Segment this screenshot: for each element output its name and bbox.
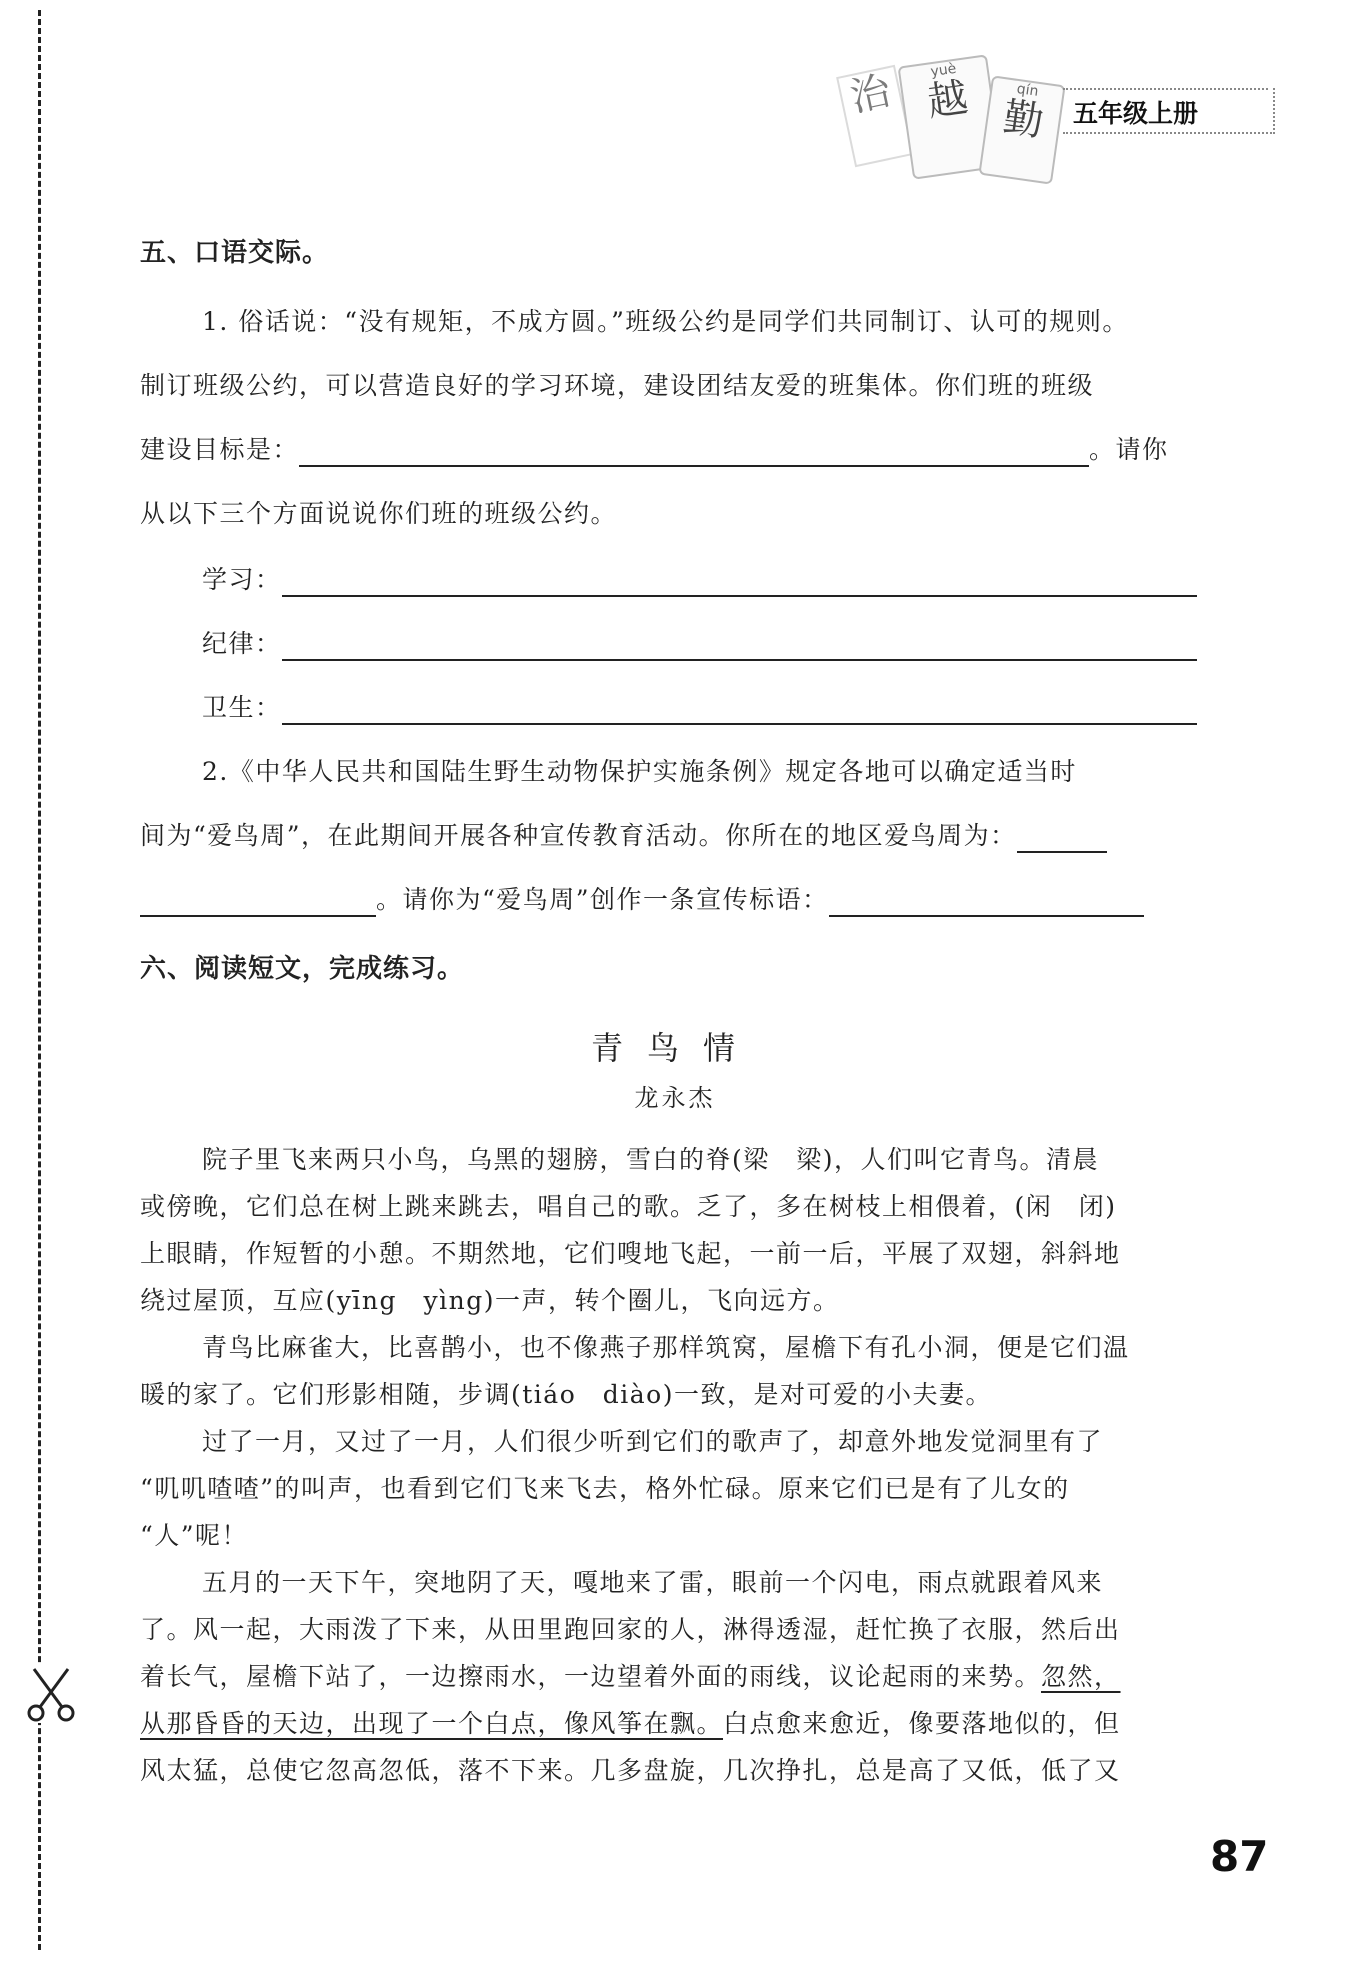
q1-line1: 1. 俗话说：“没有规矩，不成方圆。”班级公约是同学们共同制订、认可的规则。 — [202, 307, 1129, 336]
bird-week-date-blank-a[interactable] — [1017, 825, 1107, 853]
q2-line2-text: 间为“爱鸟周”，在此期间开展各种宣传教育活动。你所在的地区爱鸟周为： — [140, 821, 1017, 850]
page-number: 87 — [1210, 1832, 1269, 1881]
seal-left-char: 治 — [846, 67, 895, 122]
seal-right — [978, 75, 1065, 184]
discipline-label: 纪律： — [202, 629, 282, 658]
scissors-icon — [22, 1665, 80, 1723]
study-blank[interactable] — [282, 569, 1197, 597]
q2-line2 — [140, 819, 1107, 853]
passage-line — [140, 1660, 1121, 1694]
passage-line: 青鸟比麻雀大，比喜鹊小，也不像燕子那样筑窝，屋檐下有孔小洞，便是它们温 — [202, 1333, 1130, 1362]
article-title: 青鸟情 — [590, 1029, 759, 1067]
study-label: 学习： — [202, 565, 282, 594]
passage-line — [140, 1707, 1121, 1741]
section6-heading: 六、阅读短文，完成练习。 — [140, 954, 465, 984]
passage-line: “人”呢！ — [140, 1521, 249, 1550]
passage-line: “叽叽喳喳”的叫声，也看到它们飞来飞去，格外忙碌。原来它们已是有了儿女的 — [140, 1474, 1070, 1503]
q1-line3 — [140, 433, 1169, 467]
grade-label: 五年级上册 — [1063, 96, 1275, 134]
slogan-blank[interactable] — [829, 889, 1144, 917]
study-row — [202, 563, 1197, 597]
q2-line3 — [140, 883, 1144, 917]
passage-line: 了。风一起，大雨泼了下来，从田里跑回家的人，淋得透湿，赶忙换了衣服，然后出 — [140, 1615, 1121, 1644]
seal-mid-char: 越 — [924, 74, 971, 126]
header-badge — [845, 52, 1265, 172]
passage-line-text: 着长气，屋檐下站了，一边擦雨水，一边望着外面的雨线，议论起雨的来势。 — [140, 1662, 1042, 1691]
class-goal-blank[interactable] — [299, 439, 1089, 467]
hygiene-blank[interactable] — [282, 697, 1197, 725]
passage-line: 或傍晚，它们总在树上跳来跳去，唱自己的歌。乏了，多在树枝上相偎着，(闲 闭) — [140, 1192, 1117, 1221]
passage-line: 过了一月，又过了一月，人们很少听到它们的歌声了，却意外地发觉洞里有了 — [202, 1427, 1104, 1456]
underlined-sentence-end: 从那昏昏的天边，出现了一个白点，像风筝在飘。 — [140, 1709, 724, 1738]
passage-line: 绕过屋顶，互应(yīng yìng)一声，转个圈儿，飞向远方。 — [140, 1286, 840, 1315]
seal-mid-pinyin: yuè — [929, 60, 958, 81]
passage-line: 暖的家了。它们形影相随，步调(tiáo diào)一致，是对可爱的小夫妻。 — [140, 1380, 992, 1409]
passage-line: 风太猛，总使它忽高忽低，落不下来。几多盘旋，几次挣扎，总是高了又低，低了又 — [140, 1756, 1121, 1785]
hygiene-label: 卫生： — [202, 693, 282, 722]
q2-line1: 2.《中华人民共和国陆生野生动物保护实施条例》规定各地可以确定适当时 — [202, 757, 1077, 786]
seal-right-char: 勤 — [1000, 94, 1047, 146]
seal-right-pinyin: qín — [1015, 80, 1040, 100]
passage-line: 上眼睛，作短暂的小憩。不期然地，它们嗖地飞起，一前一后，平展了双翅，斜斜地 — [140, 1239, 1121, 1268]
hygiene-row — [202, 691, 1197, 725]
section5-heading: 五、口语交际。 — [140, 238, 330, 268]
bird-week-date-blank-b[interactable] — [140, 889, 376, 917]
q1-line2: 制订班级公约，可以营造良好的学习环境，建设团结友爱的班集体。你们班的班级 — [140, 371, 1095, 400]
passage-line: 五月的一天下午，突地阴了天，嘎地来了雷，眼前一个闪电，雨点就跟着风来 — [202, 1568, 1104, 1597]
passage-line: 院子里飞来两只小鸟，乌黑的翅膀，雪白的脊(梁 梁)，人们叫它青鸟。清晨 — [202, 1145, 1100, 1174]
passage-line-text: 白点愈来愈近，像要落地似的，但 — [723, 1709, 1121, 1738]
cut-line — [38, 10, 41, 1950]
discipline-row — [202, 627, 1197, 661]
discipline-blank[interactable] — [282, 633, 1197, 661]
q2-line3-text: 。请你为“爱鸟周”创作一条宣传标语： — [376, 885, 829, 914]
grade-border — [1063, 88, 1268, 90]
q1-line4: 从以下三个方面说说你们班的班级公约。 — [140, 499, 618, 528]
q1-line3-suffix: 。请你 — [1089, 435, 1169, 464]
q1-line3-prefix: 建设目标是： — [140, 435, 300, 464]
underlined-sentence-start: 忽然， — [1041, 1662, 1121, 1691]
article-author: 龙永杰 — [634, 1084, 716, 1112]
